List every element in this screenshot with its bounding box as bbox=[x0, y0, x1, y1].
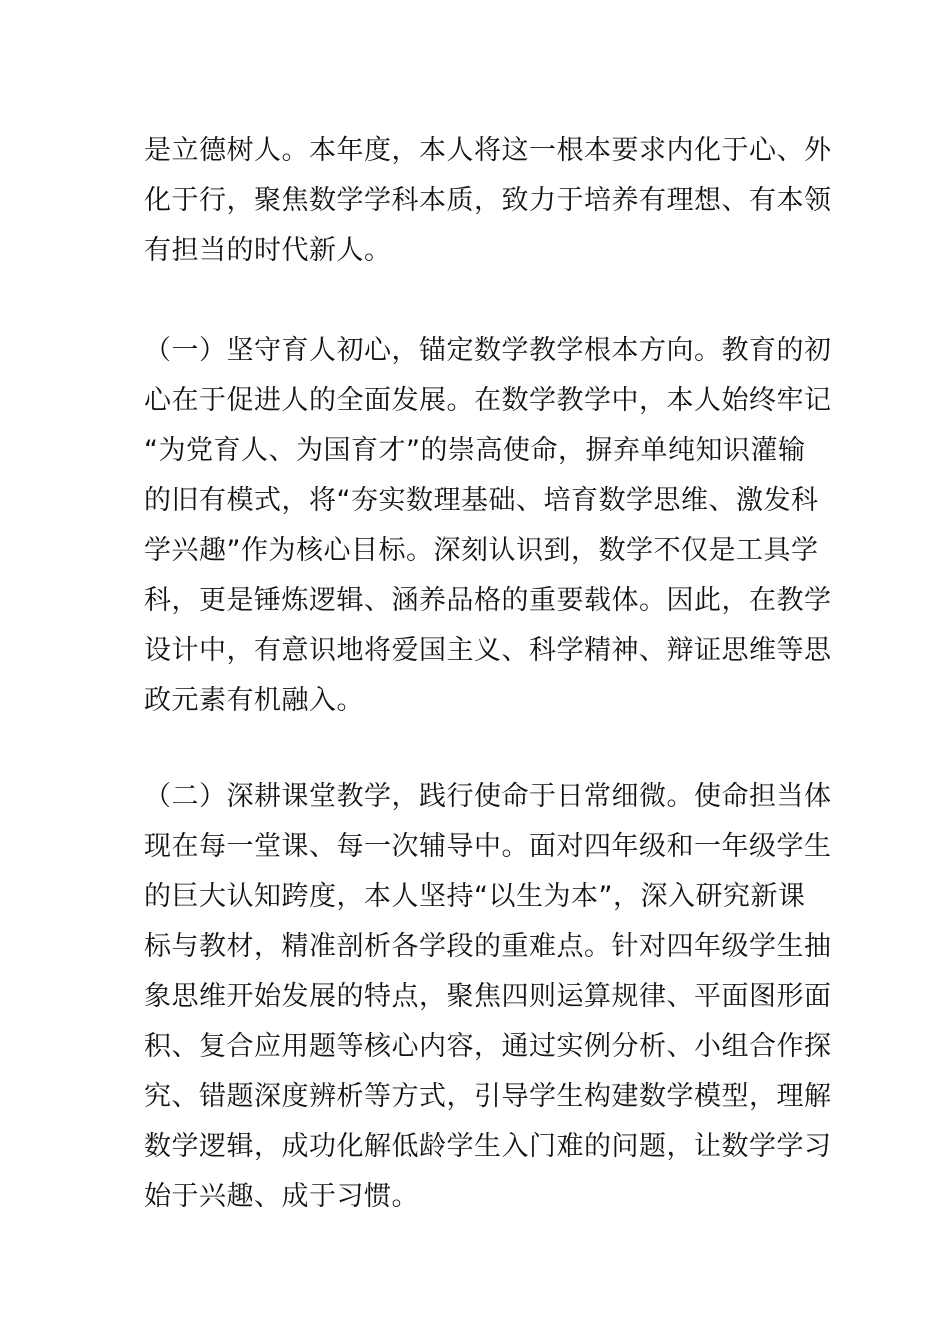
text-line: 心在于促进人的全面发展。在数学教学中，本人始终牢记 bbox=[144, 385, 832, 416]
text-line: 学兴趣”作为核心目标。深刻认识到，数学不仅是工具学 bbox=[144, 535, 819, 566]
text-line: 数学逻辑，成功化解低龄学生入门难的问题，让数学学习 bbox=[144, 1131, 832, 1162]
text-line: 积、复合应用题等核心内容，通过实例分析、小组合作探 bbox=[144, 1031, 832, 1062]
text-line: （二）深耕课堂教学，践行使命于日常细微。使命担当体 bbox=[144, 781, 832, 812]
paragraph-intro bbox=[144, 126, 832, 276]
text-line: 始于兴趣、成于习惯。 bbox=[144, 1181, 419, 1212]
text-line: 有担当的时代新人。 bbox=[144, 235, 392, 266]
text-line: “为党育人、为国育才”的崇高使命，摒弃单纯知识灌输 bbox=[144, 435, 806, 466]
text-line: 化于行，聚焦数学学科本质，致力于培养有理想、有本领 bbox=[144, 185, 832, 216]
text-line: 象思维开始发展的特点，聚焦四则运算规律、平面图形面 bbox=[144, 981, 832, 1012]
text-line: 标与教材，精准剖析各学段的重难点。针对四年级学生抽 bbox=[144, 931, 832, 962]
text-line: 的旧有模式，将“夯实数理基础、培育数学思维、激发科 bbox=[144, 485, 819, 516]
text-line: 设计中，有意识地将爱国主义、科学精神、辩证思维等思 bbox=[144, 635, 832, 666]
text-line: 究、错题深度辨析等方式，引导学生构建数学模型，理解 bbox=[144, 1081, 832, 1112]
text-line: 是立德树人。本年度，本人将这一根本要求内化于心、外 bbox=[144, 135, 832, 166]
paragraph-section-one bbox=[144, 326, 832, 726]
paragraph-section-two bbox=[144, 772, 832, 1222]
text-line: 科，更是锤炼逻辑、涵养品格的重要载体。因此，在教学 bbox=[144, 585, 832, 616]
text-line: 的巨大认知跨度，本人坚持“以生为本”，深入研究新课 bbox=[144, 881, 806, 912]
text-line: （一）坚守育人初心，锚定数学教学根本方向。教育的初 bbox=[144, 335, 832, 366]
text-line: 现在每一堂课、每一次辅导中。面对四年级和一年级学生 bbox=[144, 831, 832, 862]
text-line: 政元素有机融入。 bbox=[144, 685, 364, 716]
